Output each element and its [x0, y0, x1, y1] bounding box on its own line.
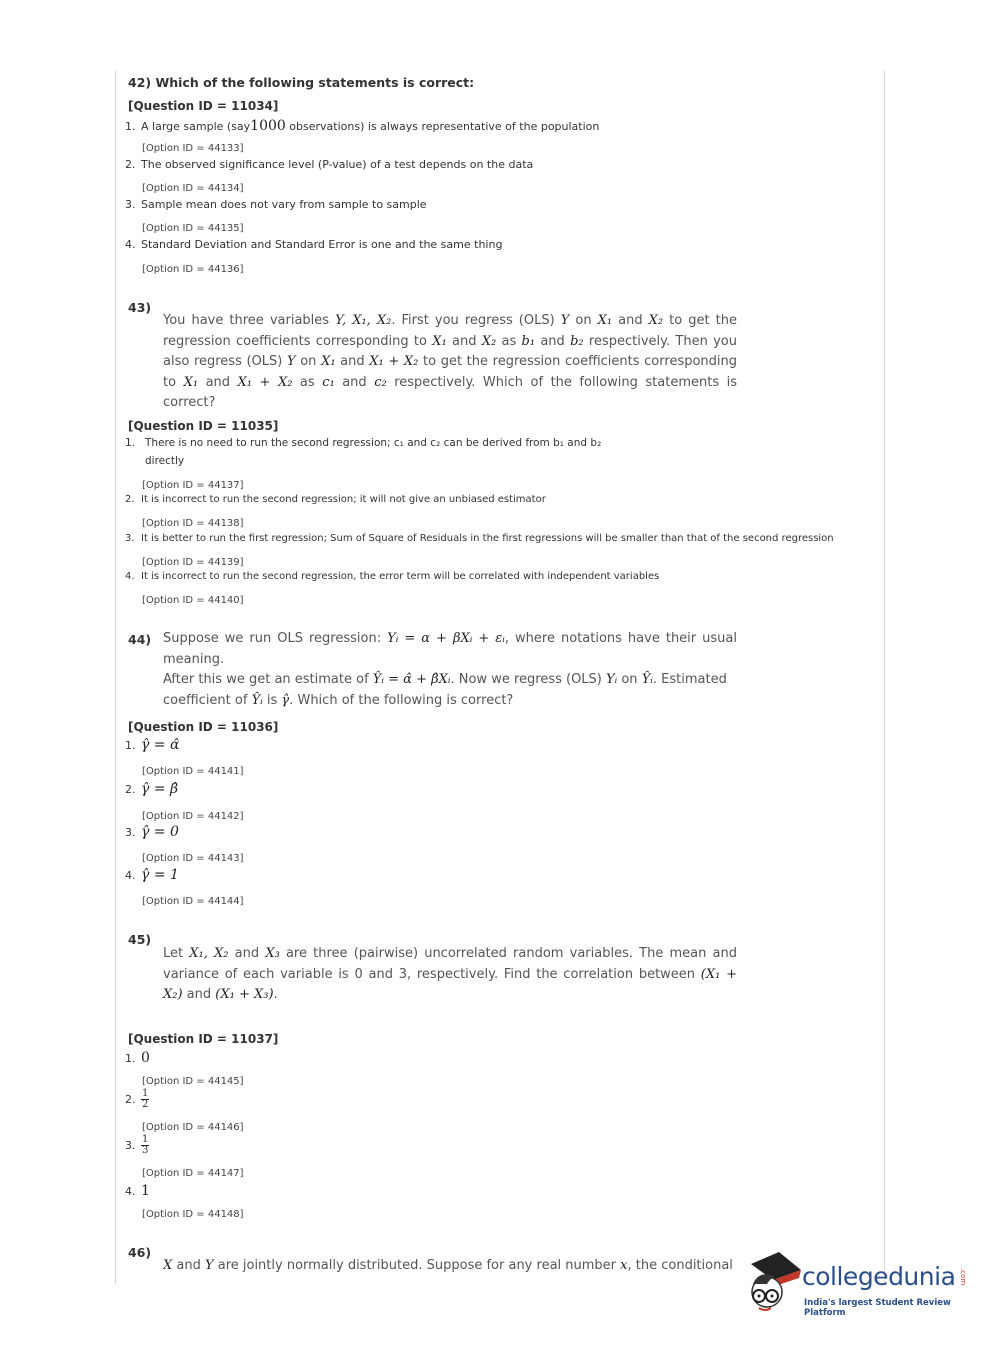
option-2: 2. The observed significance level (P-value) of a test depends on the data — [125, 158, 534, 171]
option-1-continued: directly — [145, 455, 185, 467]
question-id: [Question ID = 11036] — [128, 720, 279, 734]
collegedunia-logo — [745, 1248, 980, 1320]
page-left-rule — [115, 70, 116, 1284]
question-number: 44) — [128, 632, 152, 647]
question-number: 43) — [128, 300, 152, 315]
option-3: 3. $\frac{1}{3}$ — [125, 1134, 149, 1156]
option-3: 3. Sample mean does not vary from sample to sample — [125, 198, 427, 211]
question-number: 42) — [128, 75, 152, 90]
option-id: [Option ID = 44143] — [142, 853, 244, 864]
question-text: Which of the following statements is correct: — [155, 75, 475, 90]
brand-suffix: .com — [959, 1268, 967, 1286]
page-right-rule — [884, 70, 885, 1284]
option-id: [Option ID = 44142] — [142, 811, 244, 822]
option-3: 3. It is better to run the first regression; Sum of Square of Residuals in the first regressions will be smaller than that of the second regression — [125, 533, 834, 544]
option-id: [Option ID = 44144] — [142, 896, 244, 907]
option-1: 1. γ̂ = α̂ — [125, 737, 180, 753]
question-id: [Question ID = 11034] — [128, 99, 279, 113]
option-id: [Option ID = 44136] — [142, 264, 244, 275]
fraction: $\frac{1}{2}$ — [142, 1088, 149, 1110]
question-id: [Question ID = 11035] — [128, 419, 279, 433]
option-4: 4. γ̂ = 1 — [125, 867, 179, 883]
question-number: 45) — [128, 932, 152, 947]
option-1: 1. There is no need to run the second regression; c₁ and c₂ can be derived from b₁ and b₂ — [125, 437, 602, 449]
brand-tagline: India's largest Student Review Platform — [804, 1298, 951, 1318]
option-1: 1. 0 — [125, 1050, 150, 1066]
option-id: [Option ID = 44140] — [142, 595, 244, 606]
option-id: [Option ID = 44133] — [142, 143, 244, 154]
option-id: [Option ID = 44146] — [142, 1122, 244, 1133]
option-id: [Option ID = 44148] — [142, 1209, 244, 1220]
fraction: $\frac{1}{3}$ — [142, 1134, 149, 1156]
option-3: 3. γ̂ = 0 — [125, 824, 179, 840]
question-stem: Suppose we run OLS regression: Yᵢ = α + βXᵢ + εᵢ, where notations have their usual meaning. After this we get an estimate of Ŷᵢ = α̂ + β̂Xᵢ. Now we regress (OLS) Yᵢ on Ŷᵢ. Estimated coefficient of Ŷᵢ is γ̂. Which of the following is correct? — [163, 631, 737, 708]
option-2: 2. γ̂ = β̂ — [125, 781, 179, 797]
question-stem: X and Y are jointly normally distributed. Suppose for any real number x, the conditional — [163, 1258, 733, 1273]
mascot-icon — [745, 1248, 805, 1320]
question-number: 46) — [128, 1245, 152, 1260]
option-2: 2. It is incorrect to run the second regression; it will not give an unbiased estimator — [125, 494, 546, 505]
option-id: [Option ID = 44141] — [142, 766, 244, 777]
option-id: [Option ID = 44147] — [142, 1168, 244, 1179]
option-id: [Option ID = 44145] — [142, 1076, 244, 1087]
option-id: [Option ID = 44137] — [142, 480, 244, 491]
option-id: [Option ID = 44135] — [142, 223, 244, 234]
question-42-header — [128, 75, 474, 90]
option-id: [Option ID = 44139] — [142, 557, 244, 568]
question-stem: Let X₁, X₂ and X₃ are three (pairwise) uncorrelated random variables. The mean and variance of each variable is 0 and 3, respectively. Find the correlation between (X₁ + X₂) and (X₁ + X₃). — [163, 946, 737, 1002]
option-2: 2. $\frac{1}{2}$ — [125, 1088, 149, 1110]
option-4: 4. Standard Deviation and Standard Error is one and the same thing — [125, 238, 503, 251]
option-1: 1. A large sample (say1000 observations) is always representative of the population — [125, 118, 600, 134]
question-id: [Question ID = 11037] — [128, 1032, 279, 1046]
option-4: 4. It is incorrect to run the second regression, the error term will be correlated with independent variables — [125, 571, 660, 582]
question-stem: You have three variables Y, X₁, X₂. First you regress (OLS) Y on X₁ and X₂ to get the regression coefficients corresponding to X₁ and X₂ as b₁ and b₂ respectively. Then you also regress (OLS) Y on X₁ and X₁ + X₂ to get the regression coefficients corresponding to X₁ and X₁ + X₂ as c₁ and c₂ respectively. Which of the following statements is correct? — [163, 313, 738, 410]
option-id: [Option ID = 44138] — [142, 518, 244, 529]
option-id: [Option ID = 44134] — [142, 183, 244, 194]
brand-name: collegedunia — [802, 1262, 956, 1291]
option-4: 4. 1 — [125, 1183, 150, 1199]
